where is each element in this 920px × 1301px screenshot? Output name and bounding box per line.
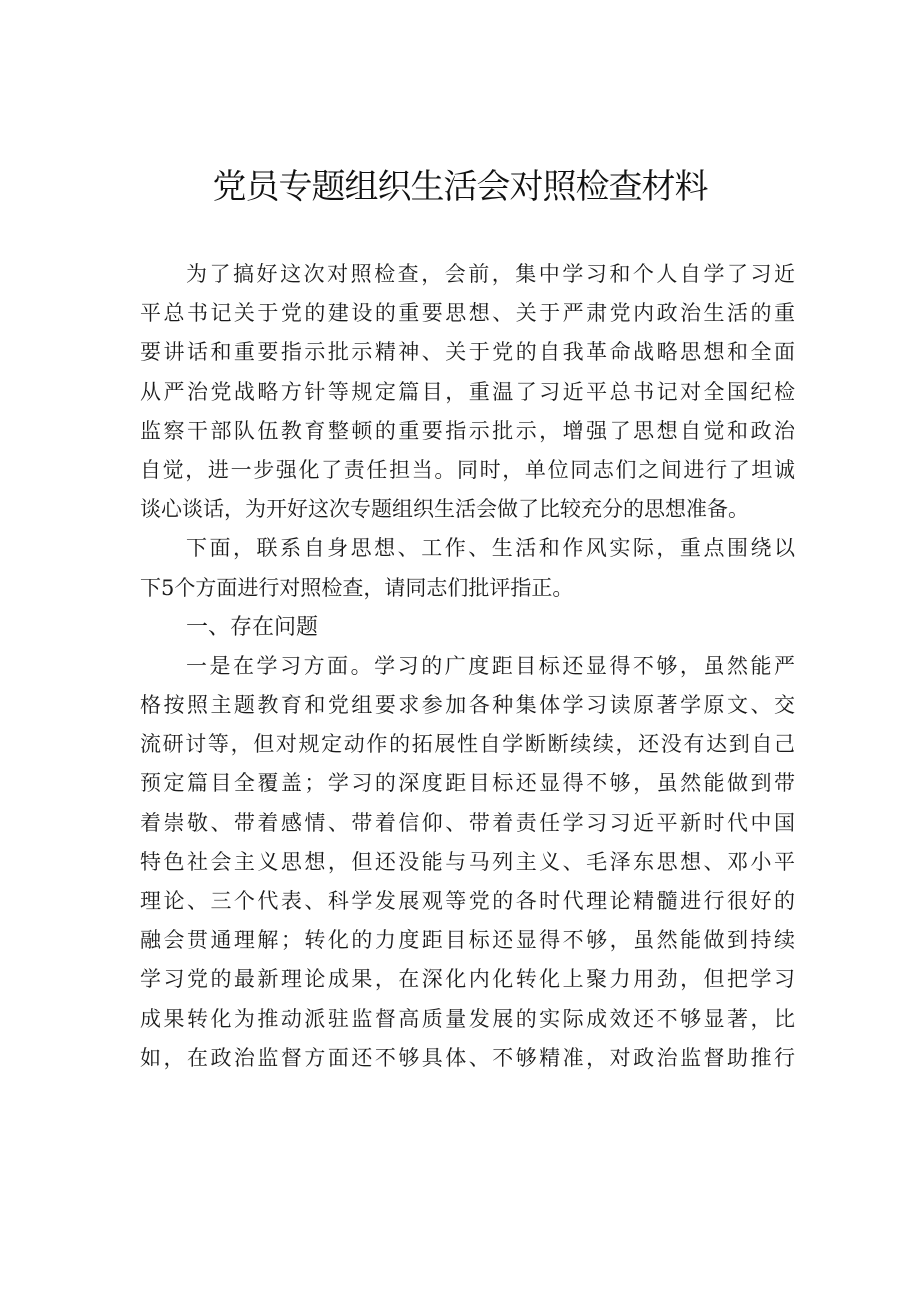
paragraph-3-line-7: 理论、三个代表、科学发展观等党的各时代理论精髓进行很好的 — [140, 889, 795, 913]
paragraph-1-line-5: 监察干部队伍教育整顿的重要指示批示，增强了思想自觉和政治 — [140, 418, 795, 443]
section-heading: 一、存在问题 — [186, 614, 319, 640]
paragraph-2-line-2: 下5个方面进行对照检查，请同志们批评指正。 — [140, 575, 574, 600]
paragraph-1-line-2: 平总书记关于党的建设的重要思想、关于严肃党内政治生活的重 — [140, 301, 795, 326]
document-title: 党员专题组织生活会对照检查材料 — [212, 167, 708, 207]
paragraph-3-line-5: 着崇敬、带着感情、带着信仰、带着责任学习习近平新时代中国 — [140, 810, 795, 835]
paragraph-3-line-4: 预定篇目全覆盖；学习的深度距目标还显得不够，虽然能做到带 — [140, 771, 795, 796]
paragraph-1-line-1: 为了搞好这次对照检查，会前，集中学习和个人自学了习近 — [186, 262, 795, 286]
paragraph-1-line-7: 谈心谈话，为开好这次专题组织生活会做了比较充分的思想准备。 — [140, 497, 749, 522]
paragraph-3-line-3: 流研讨等，但对规定动作的拓展性自学断断续续，还没有达到自己 — [140, 732, 795, 757]
paragraph-1-line-6: 自觉，进一步强化了责任担当。同时，单位同志们之间进行了坦诚 — [140, 457, 795, 482]
paragraph-3-line-9: 学习党的最新理论成果，在深化内化转化上聚力用劲，但把学习 — [140, 967, 795, 992]
paragraph-3-line-11: 如，在政治监督方面还不够具体、不够精准，对政治监督助推行 — [140, 1045, 795, 1070]
paragraph-3-line-8: 融会贯通理解；转化的力度距目标还显得不够，虽然能做到持续 — [140, 928, 795, 953]
paragraph-2-line-1: 下面，联系自身思想、工作、生活和作风实际，重点围绕以 — [186, 536, 795, 561]
paragraph-1-line-4: 从严治党战略方针等规定篇目，重温了习近平总书记对全国纪检 — [140, 379, 795, 404]
paragraph-3-line-6: 特色社会主义思想，但还没能与马列主义、毛泽东思想、邓小平 — [140, 849, 795, 874]
paragraph-1-line-3: 要讲话和重要指示批示精神、关于党的自我革命战略思想和全面 — [140, 340, 795, 365]
paragraph-3-line-10: 成果转化为推动派驻监督高质量发展的实际成效还不够显著，比 — [140, 1006, 795, 1031]
paragraph-3-line-2: 格按照主题教育和党组要求参加各种集体学习读原著学原文、交 — [140, 693, 795, 718]
paragraph-3-line-1: 一是在学习方面。学习的广度距目标还显得不够，虽然能严 — [186, 653, 795, 678]
document-body — [140, 255, 795, 1078]
